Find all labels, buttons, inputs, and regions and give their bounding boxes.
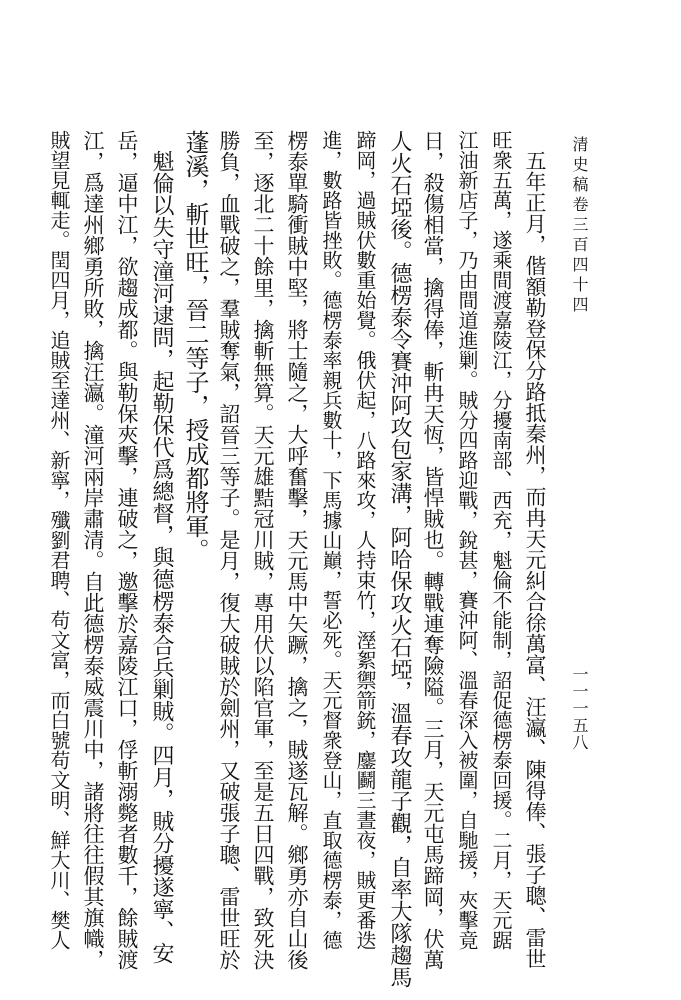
text-column-8: 楞泰單騎衝賊中堅，將士隨之，大呼奮擊，天元馬中矢蹶，擒之，賊遂瓦解。鄉勇亦自山後 bbox=[285, 130, 309, 970]
text-column-14: 江，爲達州鄉勇所敗，擒汪瀛。潼河兩岸肅清。自此德楞泰威震川中，諸將往往假其旗幟， bbox=[81, 130, 105, 970]
text-column-13: 岳，逼中江，欲趨成都。與勒保夾擊，連破之，邀擊於嘉陵江口，俘斬溺斃者數千，餘賊渡 bbox=[115, 130, 139, 970]
text-column-5: 人火石埡後。德楞泰令賽沖阿攻包家溝，阿哈保攻火石埡，溫春攻龍子觀，自率大隊趨馬 bbox=[387, 130, 412, 988]
text-column-11: 蓬溪，斬世旺，晉二等子，授成都將軍。 bbox=[181, 130, 209, 562]
text-column-4: 日，殺傷相當，擒得俸，斬冉天恆，皆悍賊也。轉戰連奪險隘。三月，天元屯馬蹄岡，伏萬 bbox=[421, 130, 445, 970]
text-column-3: 江油新店子，乃由間道進剿。賊分四路迎戰，銳甚，賽沖阿、溫春深入被圍，自馳援，夾擊竟 bbox=[455, 130, 479, 950]
text-column-9: 至，逐北二十餘里，擒斬無算。天元雄黠冠川賊，專用伏以陷官軍，至是五日四戰，致死決 bbox=[251, 130, 275, 970]
text-column-7: 進，數路皆挫敗。德楞泰率親兵數十，下馬據山巔，誓必死。天元督衆登山，直取德楞泰，德 bbox=[319, 130, 343, 950]
text-column-2: 旺衆五萬，遂乘間渡嘉陵江，分擾南部、西充，魁倫不能制，詔促德楞泰回援。二月，天元踞 bbox=[489, 130, 513, 950]
page-number: 一一一五八 bbox=[570, 666, 589, 751]
text-column-10: 勝負，血戰破之，羣賊奪氣，詔晉三等子。是月，復大破賊於劍州，又破張子聰、雷世旺於 bbox=[217, 130, 241, 970]
text-column-6: 蹄岡，過賊伏數重始覺。俄伏起，八路來攻，人持束竹，溼絮禦箭銃，鏖鬬三晝夜，賊更番迭 bbox=[353, 130, 377, 950]
text-column-1: 五年正月，偕額勒登保分路抵秦州，而冉天元糾合徐萬富、汪瀛、陳得俸、張子聰、雷世 bbox=[523, 150, 547, 969]
text-column-12: 魁倫以失守潼河逮問，起勒保代爲總督，與德楞泰合兵剿賊。四月，賊分擾遂寧、安 bbox=[149, 150, 174, 964]
text-column-15: 賊望見輒走。閏四月，追賊至達州、新寧，殲劉君聘、苟文富，而白號苟文明、鮮大川、樊人 bbox=[47, 130, 71, 950]
running-header-title: 清史稿卷三百四十四 bbox=[570, 136, 589, 316]
